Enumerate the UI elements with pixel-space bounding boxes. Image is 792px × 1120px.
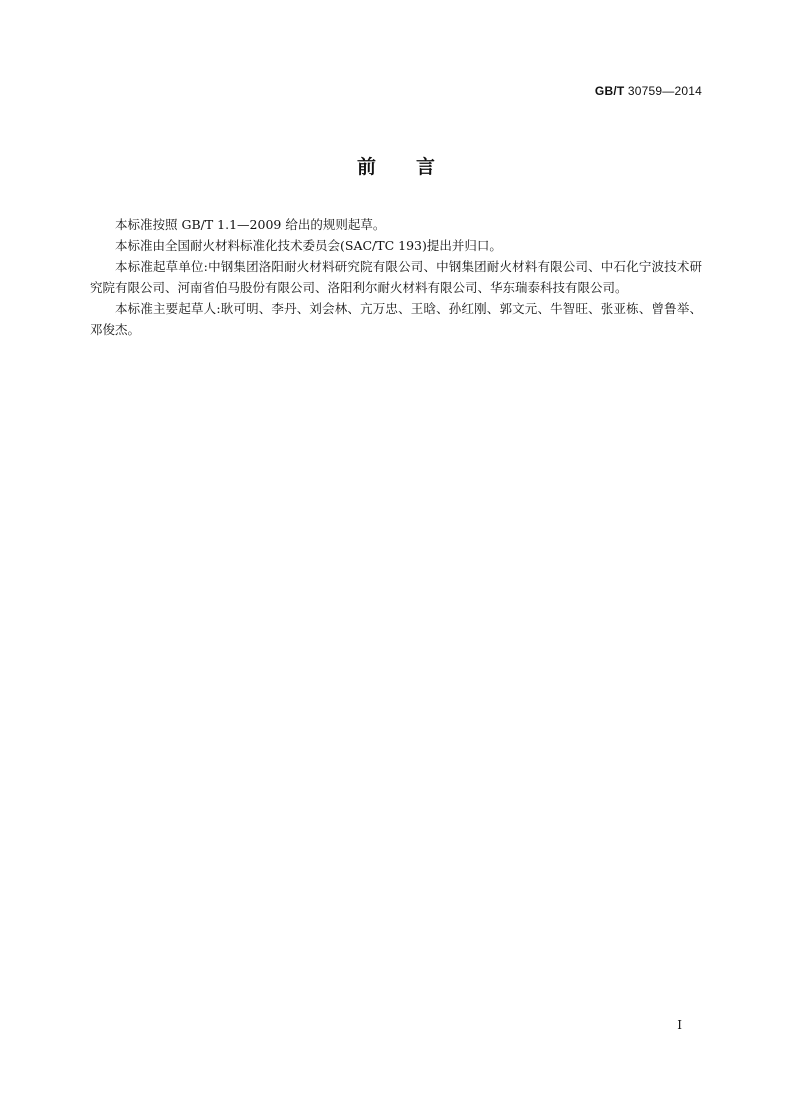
standard-code-number: 30759—2014 bbox=[624, 84, 702, 98]
standard-code bbox=[595, 84, 702, 98]
paragraph-proposer: 本标准由全国耐火材料标准化技术委员会(SAC/TC 193)提出并归口。 bbox=[115, 238, 502, 253]
page-number: I bbox=[677, 1018, 682, 1032]
paragraph-drafting-units: 本标准起草单位:中钢集团洛阳耐火材料研究院有限公司、中钢集团耐火材料有限公司、中石化宁波技术研究院有限公司、河南省伯马股份有限公司、洛阳利尔耐火材料有限公司、华东瑞泰科技有限公司。 bbox=[90, 259, 702, 295]
standard-code-prefix: GB/T bbox=[594, 84, 625, 98]
paragraph-drafting-rules: 本标准按照 GB/T 1.1—2009 给出的规则起草。 bbox=[115, 217, 386, 232]
paragraph-drafters: 本标准主要起草人:耿可明、李丹、刘会林、亢万忠、王晗、孙红刚、郭文元、牛智旺、张亚栋、曾鲁举、邓俊杰。 bbox=[90, 301, 702, 337]
foreword-body bbox=[90, 214, 702, 340]
page-title: 前言 bbox=[356, 156, 475, 178]
